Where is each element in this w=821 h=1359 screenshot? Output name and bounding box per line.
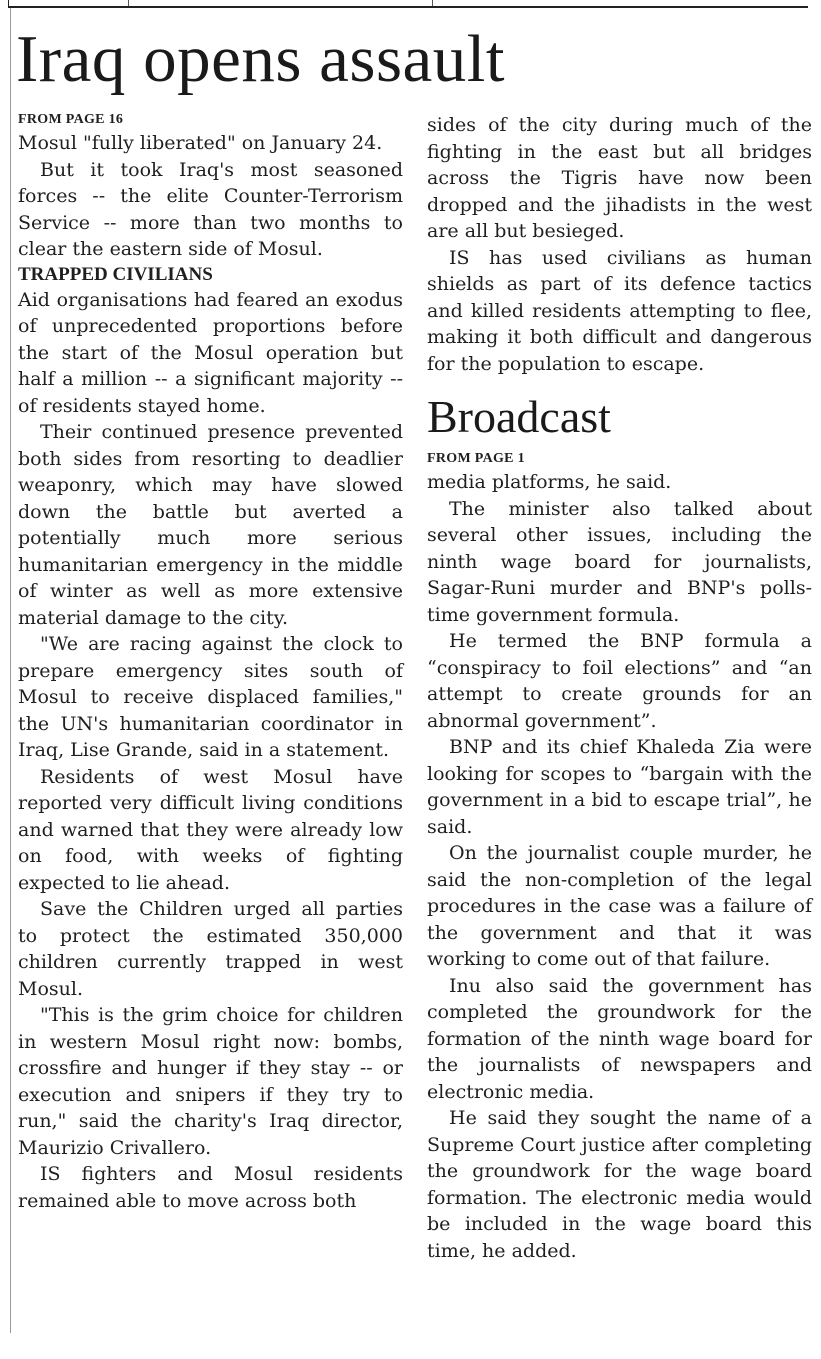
top-rule (8, 6, 808, 8)
jump-line: FROM PAGE 1 (427, 451, 525, 466)
article-column-right (427, 112, 812, 1264)
paragraph: sides of the city during much of the fighting in the east but all bridges across the Tigris have now been dropped and the jihadists in the west are all but besieged. (427, 114, 812, 242)
subhead: TRAPPED CIVILIANS (18, 263, 213, 285)
paragraph: Inu also said the government has completed the groundwork for the formation of the ninth wage board for the journalists of newspapers and electronic media. (427, 974, 812, 1103)
paragraph: IS has used civilians as human shields as part of its defence tactics and killed residents attempting to flee, making it both difficult and dangerous for the population to escape. (427, 246, 812, 375)
paragraph: But it took Iraq's most seasoned forces -- the elite Counter-Terrorism Service -- more than two months to clear the eastern side of Mosul. (18, 158, 403, 260)
article-column-left (18, 112, 403, 1214)
paragraph: "This is the grim choice for children in western Mosul right now: bombs, crossfire and hunger if they stay -- or execution and snipers if they try to run," said the charity's Iraq director, Maurizio Crivallero. (18, 1004, 403, 1159)
paragraph: Aid organisations had feared an exodus of unprecedented proportions before the start of the Mosul operation but half a million -- a significant majority -- of residents stayed home. (18, 288, 403, 417)
paragraph: On the journalist couple murder, he said the non-completion of the legal procedures in the case was a failure of the government and that it was working to come out of that failure. (427, 842, 812, 970)
paragraph: The minister also talked about several other issues, including the ninth wage board for journalists, Sagar-Runi murder and BNP's polls-time government formula. (427, 497, 812, 626)
paragraph: He said they sought the name of a Supreme Court justice after completing the groundwork for the wage board formation. The electronic media would be included in the wage board this time, he added. (427, 1107, 812, 1262)
paragraph: He termed the BNP formula a “conspiracy to foil elections” and “an attempt to create grounds for an abnormal government”. (427, 630, 812, 732)
paragraph: Save the Children urged all parties to protect the estimated 350,000 children currently trapped in west Mosul. (18, 898, 403, 1000)
paragraph: Their continued presence prevented both sides from resorting to deadlier weaponry, which may have slowed down the battle but averted a potentially much more serious humanitarian emergency in the middle of winter as well as more extensive material damage to the city. (18, 421, 403, 629)
paragraph: BNP and its chief Khaleda Zia were looking for scopes to “bargain with the government in a bid to escape trial”, he said. (427, 736, 812, 838)
paragraph: IS fighters and Mosul residents remained able to move across both (18, 1163, 403, 1212)
column-rule (10, 8, 11, 1333)
paragraph: Residents of west Mosul have reported very difficult living conditions and warned that they were already low on food, with weeks of fighting expected to lie ahead. (18, 765, 403, 894)
article-headline: Broadcast (427, 391, 611, 442)
paragraph: media platforms, he said. (427, 471, 672, 493)
jump-line: FROM PAGE 16 (18, 112, 124, 127)
paragraph: Mosul "fully liberated" on January 24. (18, 132, 383, 154)
paragraph: "We are racing against the clock to prepare emergency sites south of Mosul to receive displaced families," the UN's humanitarian coordinator in Iraq, Lise Grande, said in a statement. (18, 633, 403, 761)
article-headline: Iraq opens assault (16, 22, 506, 96)
